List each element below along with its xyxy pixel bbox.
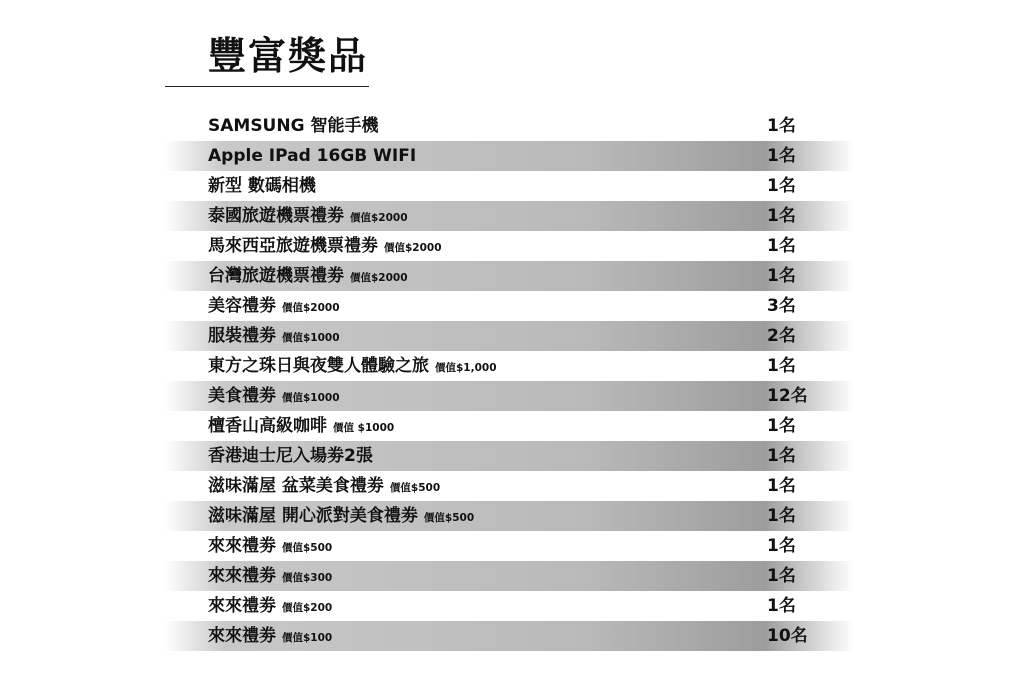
prize-quantity: 1名 xyxy=(767,476,796,496)
prize-quantity: 1名 xyxy=(767,146,796,166)
prize-quantity: 1名 xyxy=(767,596,796,616)
prize-row xyxy=(165,141,855,171)
prize-name-text: 馬來西亞旅遊機票禮劵 xyxy=(208,236,378,256)
prize-value-note: 價值$300 xyxy=(282,572,333,584)
prize-row xyxy=(165,381,855,411)
prize-name xyxy=(208,506,474,529)
prize-quantity: 1名 xyxy=(767,176,796,196)
prize-row xyxy=(165,531,855,561)
prize-value-note: 價值$2000 xyxy=(384,242,442,254)
prize-name xyxy=(208,266,408,289)
prize-name xyxy=(208,206,408,229)
prize-row xyxy=(165,621,855,651)
prize-name-text: 檀香山高級咖啡 xyxy=(208,416,327,436)
prize-name xyxy=(208,596,332,619)
prize-value-note: 價值$1,000 xyxy=(435,362,497,374)
prize-name xyxy=(208,146,416,167)
prize-name-text: 香港迪士尼入場劵2張 xyxy=(208,446,373,466)
prize-row xyxy=(165,291,855,321)
prize-name-text: 來來禮劵 xyxy=(208,536,276,556)
prize-quantity: 1名 xyxy=(767,206,796,226)
prize-quantity: 1名 xyxy=(767,506,796,526)
prize-row xyxy=(165,411,855,441)
prize-row xyxy=(165,501,855,531)
page-title: 豐富獎品 xyxy=(208,34,369,78)
prize-row xyxy=(165,441,855,471)
prize-quantity: 1名 xyxy=(767,266,796,286)
prize-name-text: 美食禮劵 xyxy=(208,386,276,406)
prize-name-text: 滋味滿屋 盆菜美食禮劵 xyxy=(208,476,384,496)
prize-name xyxy=(208,626,332,649)
prize-value-note: 價值$1000 xyxy=(282,392,340,404)
prize-quantity: 1名 xyxy=(767,446,796,466)
prize-list xyxy=(165,111,855,651)
prize-name xyxy=(208,536,332,559)
prize-row xyxy=(165,261,855,291)
prize-row xyxy=(165,561,855,591)
prize-value-note: 價值 $1000 xyxy=(333,422,395,434)
prize-quantity: 10名 xyxy=(767,626,808,646)
prize-name-text: 滋味滿屋 開心派對美食禮劵 xyxy=(208,506,418,526)
prize-row xyxy=(165,471,855,501)
prize-row xyxy=(165,111,855,141)
prize-value-note: 價值$1000 xyxy=(282,332,340,344)
prize-quantity: 2名 xyxy=(767,326,796,346)
prize-row xyxy=(165,591,855,621)
prize-name xyxy=(208,176,316,197)
prize-name xyxy=(208,566,332,589)
prize-name-text: 台灣旅遊機票禮劵 xyxy=(208,266,344,286)
prize-quantity: 1名 xyxy=(767,236,796,256)
prize-value-note: 價值$2000 xyxy=(282,302,340,314)
prize-row xyxy=(165,321,855,351)
prize-value-note: 價值$100 xyxy=(282,632,333,644)
prize-value-note: 價值$500 xyxy=(389,482,441,494)
title-underline xyxy=(165,86,369,87)
prize-quantity: 1名 xyxy=(767,536,796,556)
prize-row xyxy=(165,231,855,261)
prize-name xyxy=(208,416,394,439)
prize-name xyxy=(208,446,373,467)
prize-name xyxy=(208,116,378,137)
prize-name-text: 服裝禮劵 xyxy=(208,326,276,346)
prize-name-text: 來來禮劵 xyxy=(208,566,276,586)
prize-name xyxy=(208,386,340,409)
prize-value-note: 價值$200 xyxy=(282,602,333,614)
prize-quantity: 1名 xyxy=(767,566,796,586)
prize-name xyxy=(208,476,440,499)
prize-name-text: 來來禮劵 xyxy=(208,596,276,616)
prize-name xyxy=(208,356,497,379)
prize-quantity: 3名 xyxy=(767,296,796,316)
prize-name-text: SAMSUNG 智能手機 xyxy=(208,116,379,136)
prize-value-note: 價值$2000 xyxy=(350,272,408,284)
prize-name-text: 泰國旅遊機票禮劵 xyxy=(208,206,344,226)
prize-quantity: 1名 xyxy=(767,116,796,136)
prize-quantity: 1名 xyxy=(767,416,796,436)
prize-value-note: 價值$2000 xyxy=(350,212,408,224)
prize-name-text: 新型 數碼相機 xyxy=(208,176,316,196)
prize-name-text: 來來禮劵 xyxy=(208,626,276,646)
prize-quantity: 1名 xyxy=(767,356,796,376)
prize-name-text: 東方之珠日與夜雙人體驗之旅 xyxy=(208,356,429,376)
prize-name-text: Apple IPad 16GB WIFI xyxy=(208,146,417,166)
prize-quantity: 12名 xyxy=(767,386,808,406)
prize-row xyxy=(165,171,855,201)
prize-value-note: 價值$500 xyxy=(423,512,475,524)
prize-row xyxy=(165,351,855,381)
prize-row xyxy=(165,201,855,231)
prize-value-note: 價值$500 xyxy=(282,542,333,554)
prize-name xyxy=(208,326,340,349)
prize-name xyxy=(208,296,340,319)
prize-name xyxy=(208,236,442,259)
prize-name-text: 美容禮劵 xyxy=(208,296,276,316)
